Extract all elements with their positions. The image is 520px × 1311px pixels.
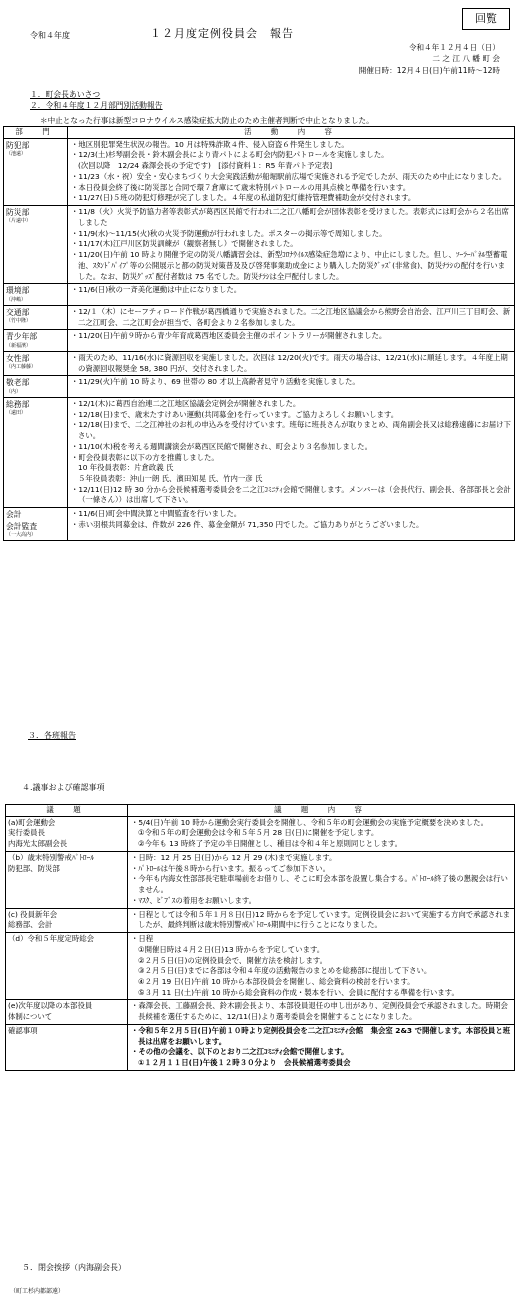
agenda-topic: (e)次年度以降の本部役員 体制について (6, 1000, 128, 1024)
cancellation-note: ＊中止となった行事は新型コロナウイルス感染症拡大防止のため主催者判断で中止となりました。 (40, 116, 374, 125)
activity-report-table (3, 126, 515, 541)
org-name: 二 之 江 八 幡 町 会 (432, 54, 500, 64)
sections-1-2 (30, 90, 163, 112)
agenda-topic: （b）歳末特別警戒ﾊﾟﾄﾛｰﾙ 防犯部、防災部 (6, 851, 128, 908)
agenda-topic: 確認事項 (6, 1024, 128, 1070)
agenda-topic: (a)町会運動会 実行委員長 内海光太郎副会長 (6, 816, 128, 851)
activity-item: ・12/18(日)まで、歳末たすけあい運動(共同募金)を行っています。ご協力よろしくお願いします。 (71, 409, 399, 419)
agenda-content (128, 1024, 515, 1070)
department-cell (4, 206, 68, 284)
header-department: 部 門 (4, 127, 68, 139)
agenda-item: ①１２月１１日(日)午後１２時３０分より 会長候補選考委員会 (138, 1058, 351, 1068)
agenda-item: ・その他の会議を、以下のとおり二之江ｺﾐﾆﾃｨ会館で開催します。 (131, 1047, 349, 1057)
activity-item: ・12/１（木）にセーフティロード作戦が葛西橋通りで実施されました。二之江地区協議会から熊野会自治会、江戸川三丁目町会、新二之江町会、二之江町会が担当で、各町会より２名参加しました。 (71, 306, 511, 327)
fiscal-year: 令和４年度 (30, 31, 70, 40)
header-topic: 議 題 (6, 805, 128, 817)
department-cell (4, 376, 68, 398)
agenda-item: ・日程としては令和５年１月８日(日)12 時からを予定しています。定例役員会において実施する方向で承認されましたが、最終判断は歳末特別警戒ﾊﾟﾄﾛｰﾙ期間中に行うことになりました。 (131, 909, 511, 930)
section-1-title: １．町会長あいさつ (30, 90, 101, 99)
activity-cell (68, 284, 515, 306)
agenda-item: ②２月５日(日)の定例役員会で、開催方法を検討します。 (138, 955, 328, 965)
activity-item: ・11/9(水)～11/15(火)秋の火災予防運動が行われました。ポスターの掲示等で周知しました。 (71, 228, 387, 238)
activity-item: ・11/8（火）火災予防協力者等表彰式が葛西区民館で行われ二之江八幡町会が団体表彰を受けました。表彰式には町会から２名出席しました (71, 207, 509, 227)
department-members: （一大高内） (6, 531, 37, 538)
activity-item: ・11/10(木)税を考える週間講演会が葛西区民館で開催され、町会より３名参加しました。 (71, 441, 372, 451)
activity-item: ・12/1(木)に葛西自治連二之江地区協議会定例会が開催されました。 (71, 398, 301, 408)
agenda-row (6, 816, 515, 851)
department-name: 女性部 (6, 353, 30, 363)
activity-report-body (4, 138, 515, 540)
department-name: 青少年部 (6, 332, 38, 342)
agenda-item: ⑤３月 11 日(土)午前 10 時から総会資料の作成・製本を行い、会員に配付する準備を行います。 (138, 987, 459, 997)
footer-note: （町工杉内都部遠） (10, 1288, 65, 1295)
department-members: （遠田） (6, 410, 27, 417)
report-row (4, 397, 515, 507)
agenda-topic: （d）令和５年度定時総会 (6, 933, 128, 1000)
department-name: 環境部 (6, 286, 30, 296)
activity-cell (68, 138, 515, 205)
agenda-item: ②今年も 13 時終了予定の半日開催とし、種目は令和４年と原則同じとします。 (138, 839, 403, 849)
report-row (4, 284, 515, 306)
activity-cell (68, 351, 515, 375)
department-cell (4, 397, 68, 507)
activity-cell (68, 397, 515, 507)
activity-cell (68, 376, 515, 398)
section-4-title: ４.議事および確認事項 (22, 783, 105, 792)
section-2-title: ２．令和４年度１２月部門別活動報告 (30, 100, 163, 110)
agenda-item: ・令和５年２月５日(日)午前１０時より定例役員会を二之江ｺﾐﾆﾃｨ会館 集会室 2&3 で開催します。本部役員と班長は出席をお願いします。 (131, 1025, 511, 1046)
activity-item: ・11/27(日)５班の防犯灯修理が完了しました。４年度の私道防犯灯維持管理費補助金が交付されます。 (71, 193, 416, 203)
department-members: （片遠中） (6, 218, 32, 225)
activity-item: ・11/17(木)江戸川区防災訓練が（観察者無し）で開催されました。 (71, 239, 298, 249)
report-row (4, 508, 515, 541)
agenda-content (128, 816, 515, 851)
activity-item: ・11/29(火)午前 10 時より、69 世帯の 80 才以上高齢者見守り活動を実施しました。 (71, 377, 360, 387)
department-cell (4, 351, 68, 375)
department-members: （沖嶋） (6, 296, 27, 303)
agenda-content (128, 933, 515, 1000)
activity-item: ・町会役員表彰に以下の方を推薦しました。 (71, 452, 219, 462)
agenda-content (128, 908, 515, 932)
activity-item: ・赤い羽根共同募金は、件数が 226 件、募金金額が 71,350 円でした。ご協力ありがとうございました。 (71, 519, 424, 529)
activity-cell (68, 206, 515, 284)
activity-item: ・11/23（水・祝）安全・安心まちづくり大会実践活動が船堀駅前広場で実施される予定でしたが、雨天のため中止になりました。 (71, 171, 507, 181)
circulation-stamp: 回覧 (462, 8, 510, 30)
activity-cell (68, 508, 515, 541)
department-name: 防犯部 (6, 140, 30, 150)
report-date: 令和４年１２月４日（日） (408, 43, 500, 52)
meeting-time: 開催日時：12月４日(日)午前11時～12時 (358, 65, 500, 75)
department-name: 会計 会計監査 (6, 510, 38, 531)
page-title: １２月度定例役員会 報告 (150, 27, 294, 40)
agenda-item: ・5/4(日)午前 10 時から運動会実行委員会を開催し、令和５年の町会運動会の実施予定概要を決めました。 (131, 817, 488, 827)
department-cell (4, 305, 68, 329)
agenda-item: ③２月５日(日)までに各部は令和４年度の活動報告のまとめを総務部に提出して下さい。 (138, 966, 432, 976)
activity-item: ・雨天のため、11/16(水)に資源回収を実施しました。次回は 12/20(火)です。雨天の場合は、12/21(水)に順延します。４年度上期の資源回収報奨金 58, 380 円が、交付されました。 (71, 352, 508, 373)
department-members: （新福濱） (6, 342, 32, 349)
department-members: （池遠） (6, 151, 27, 158)
activity-item: ・12/3(土)杉琴副会長・鈴木副会長により青パトによる町会内防犯パトロールを実施しました。 (71, 150, 389, 160)
header-activity: 活 動 内 容 (68, 127, 515, 139)
agenda-body (6, 816, 515, 1070)
agenda-content (128, 851, 515, 908)
department-members: （内） (6, 388, 22, 395)
report-row (4, 305, 515, 329)
activity-item: (次回以降 12/24 森澤会長の予定です) [添付資料１：R5 年青パト予定表] (78, 161, 333, 171)
report-row (4, 138, 515, 205)
agenda-row (6, 908, 515, 932)
activity-cell (68, 330, 515, 352)
department-name: 敬老部 (6, 378, 30, 388)
agenda-item: ・今年も内海女性部部長宅駐車場前をお借りし、そこに町会本部を設置し集合する。ﾊﾟﾄﾛｰﾙ終了後の懇親会は行いません。 (131, 874, 508, 895)
agenda-item: ・日時：12 月 25 日(日)から 12 月 29 (木)まで実施します。 (131, 852, 337, 862)
department-members: （内工藤藤） (6, 364, 37, 371)
agenda-item: ・ﾏｽｸ、ﾋﾞﾌﾞｽの着用をお願いします。 (131, 895, 257, 905)
agenda-item: ・ﾊﾟﾄﾛｰﾙは午後８時から行います。振るってご参加下さい。 (131, 863, 330, 873)
agenda-row (6, 851, 515, 908)
activity-item: ５年役員表彰：沖山一朗 氏、濱田知晃 氏、竹内一彦 氏 (78, 474, 263, 483)
activity-item: ・本日役員会終了後に防災部と合同で環７倉庫にて歳末特別パトロールの用具点検と準備を行います。 (71, 182, 411, 192)
report-row (4, 206, 515, 284)
department-cell (4, 284, 68, 306)
agenda-table (5, 804, 515, 1071)
activity-item: ・12/18(日)まで、二之江神社のお札の申込みを受付けています。班毎に班長さんが取りまとめ、両角副会長又は総務遠藤にお届け下さい。 (71, 420, 511, 441)
department-cell (4, 138, 68, 205)
section-5-title: ５．閉会挨拶（内海副会長） (22, 1263, 126, 1272)
activity-item: ・11/20(日)午前９時から青少年育成葛西地区委員会主催のポイントラリーが開催されました。 (71, 331, 387, 341)
activity-item: ・11/20(日)午前 10 時より開催予定の防災八幡講習会は、新型ｺﾛﾅｳｲﾙｽ感染症急増により、中止にしました。但し、ｿｰﾗｰﾊﾟﾈﾙ型蓄電池、ｽﾀﾝﾄﾞﾊﾟｲﾌﾟ等の公開展示と都の防災対策普及及び啓発事業助成金により購入した防災ｸﾞｯｽﾞ(非常食)、防災ﾁﾗｼの配付を行いました。なお、防災ｸﾞｯｽﾞ配付者数は 75 名でした。防災ﾁﾗｼは全戸配付しました。 (71, 250, 508, 281)
report-row (4, 376, 515, 398)
activity-item: ・11/6(日)町会中間決算と中間監査を行いました。 (71, 509, 242, 519)
activity-item: ・11/6(日)秋の一斉美化運動は中止になりました。 (71, 285, 242, 295)
agenda-item: ①開催日時は４月２日(日)13 時からを予定しています。 (138, 944, 325, 954)
department-name: 総務部 (6, 399, 30, 409)
department-name: 防災部 (6, 208, 30, 218)
report-row (4, 330, 515, 352)
activity-item: ・地区別犯罪発生状況の報告。10 月は特殊詐欺４件、侵入窃盗６件発生しました。 (71, 139, 349, 149)
agenda-item: ・森澤会長、工藤副会長、鈴木副会長より、本部役員退任の申し出があり、定例役員会で承認されました。時期会長候補を選任するために、12/11(日)より選考委員会を開催することになりました。 (131, 1001, 508, 1022)
agenda-item: ①令和５年の町会運動会は令和５年５月 28 日(日)に開催を予定します。 (138, 828, 379, 838)
department-members: （竹中隆） (6, 318, 32, 325)
header-topic-content: 議 題 内 容 (128, 805, 515, 817)
agenda-row (6, 933, 515, 1000)
activity-cell (68, 305, 515, 329)
department-cell (4, 330, 68, 352)
agenda-row (6, 1000, 515, 1024)
agenda-topic: (c) 役員新年会 総務部、会計 (6, 908, 128, 932)
agenda-row (6, 1024, 515, 1070)
agenda-item: ④２月 19 日(日)午前 10 時から本部役員会を開催し、総会資料の検討を行います。 (138, 977, 415, 987)
agenda-item: ・日程 (131, 934, 154, 944)
activity-item: 10 年役員表彰：片倉政義 氏 (78, 463, 174, 473)
department-cell (4, 508, 68, 541)
report-row (4, 351, 515, 375)
report-meta (300, 42, 500, 76)
section-3-title: ３．各班報告 (28, 731, 76, 740)
activity-item: ・12/11(日)12 時 30 分から会長候補選考委員会を二之江ｺﾐﾆﾃｨ会館で開催します。メンバーは（会長代行、副会長、各部部長と会計（一條さん））は出席して下さい。 (71, 484, 511, 505)
department-name: 交通部 (6, 307, 30, 317)
agenda-content (128, 1000, 515, 1024)
